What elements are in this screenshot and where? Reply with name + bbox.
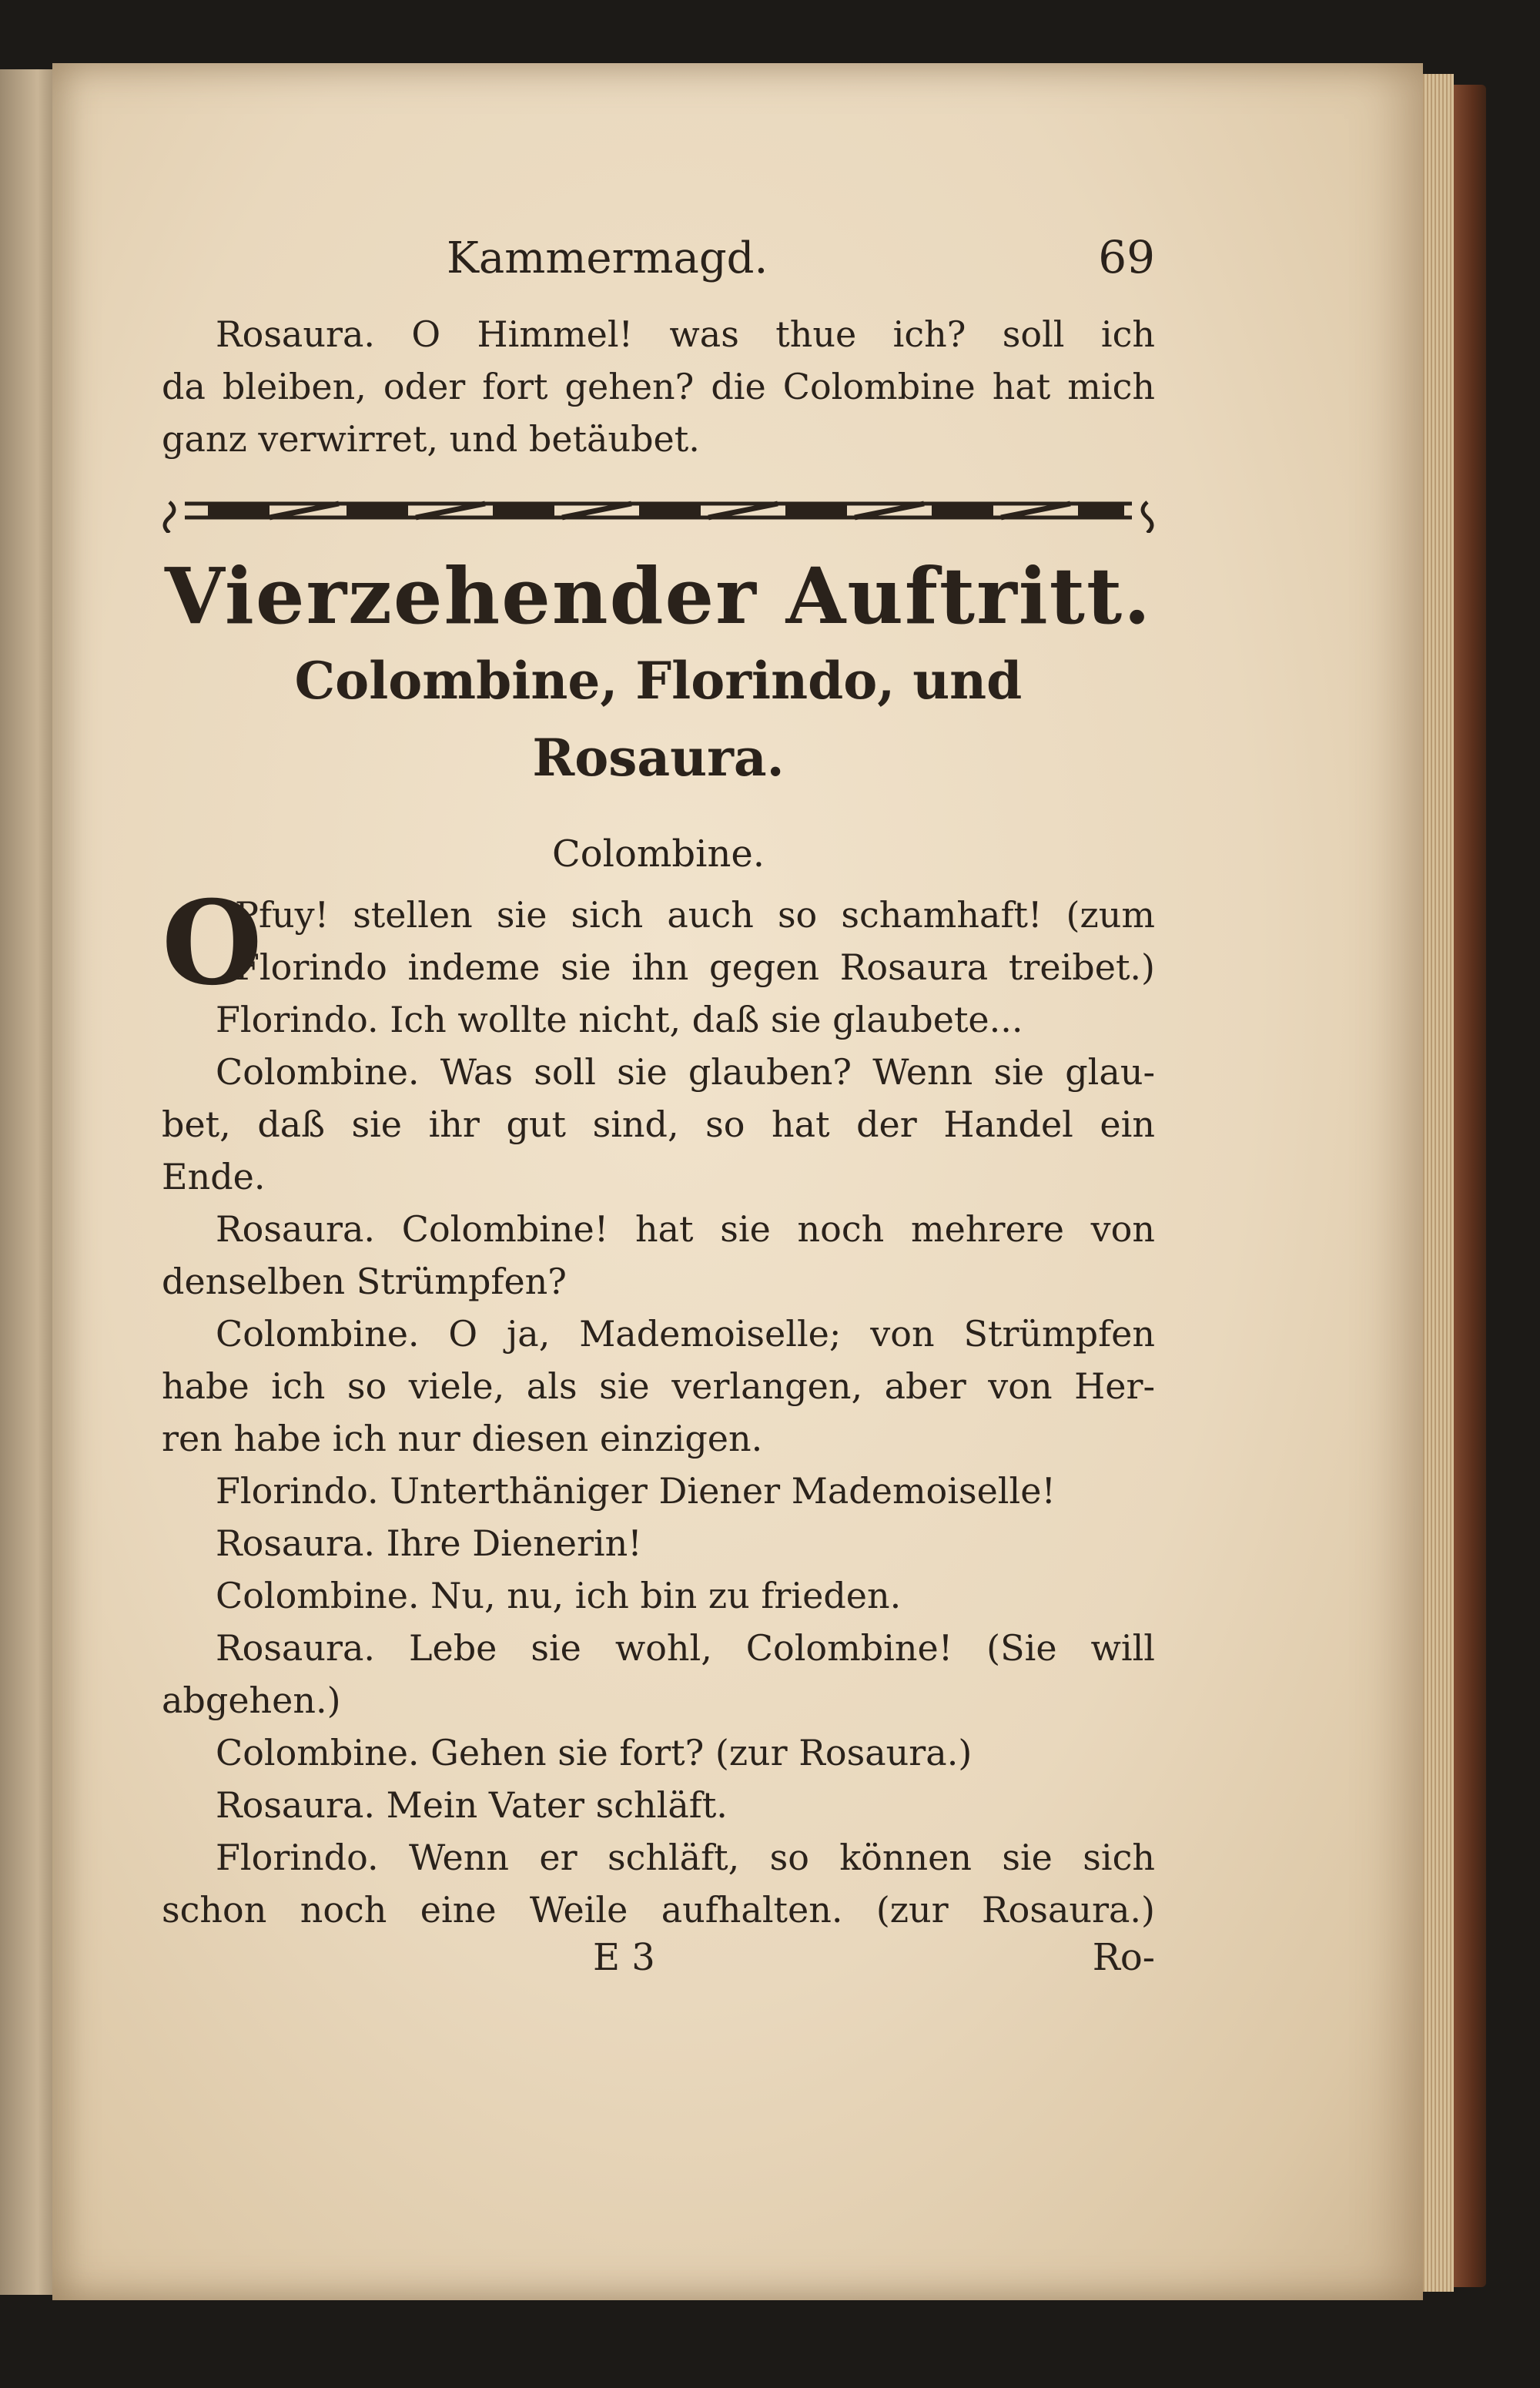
- signature-mark: E 3: [593, 1936, 655, 1979]
- dialogue-line: Florindo. Ich wollte nicht, daß sie glaubete...: [216, 999, 1023, 1040]
- dialogue-line: bet, daß sie ihr gut sind, so hat der Handel ein: [162, 1104, 1155, 1145]
- text-line: ganz verwirret, und betäubet.: [162, 418, 700, 460]
- catchword: Ro-: [1092, 1936, 1155, 1979]
- text-line: da bleiben, oder fort gehen? die Colombine hat mich: [162, 366, 1155, 407]
- dialogue-line: ren habe ich nur diesen einzigen.: [162, 1418, 763, 1459]
- scene-title: Vierzehender Auftritt.: [165, 551, 1152, 641]
- top-passage: [162, 308, 1155, 465]
- scene-persons: Colombine, Florindo, und Rosaura.: [294, 651, 1023, 788]
- dialogue-line: Rosaura. Lebe sie wohl, Colombine! (Sie will: [216, 1627, 1155, 1669]
- text-line: Florindo indeme sie ihn gegen Rosaura treibet.): [235, 946, 1155, 988]
- dialogue-line: Colombine. O ja, Mademoiselle; von Strümpfen: [216, 1313, 1155, 1355]
- page-footer: [162, 1936, 1155, 1990]
- running-title: Kammermagd.: [447, 233, 768, 283]
- dialogue-line: Ende.: [162, 1156, 266, 1197]
- dialogue-line: Rosaura. Mein Vater schläft.: [216, 1784, 728, 1826]
- running-head: [162, 231, 1155, 308]
- dialogue-line: Colombine. Gehen sie fort? (zur Rosaura.): [216, 1732, 973, 1773]
- dialogue-line: Rosaura. Ihre Dienerin!: [216, 1522, 642, 1564]
- dialogue-line: habe ich so viele, als sie verlangen, aber von Her-: [162, 1365, 1155, 1407]
- dialogue-line: Florindo. Unterthäniger Diener Mademoiselle!: [216, 1470, 1056, 1512]
- opening-speech: [162, 876, 1155, 1011]
- text-line: Rosaura. O Himmel! was thue ich? soll ich: [216, 313, 1155, 355]
- speaker-heading: Colombine.: [551, 832, 765, 876]
- dialogue-line: denselben Strümpfen?: [162, 1261, 567, 1302]
- decorative-rule-ornament: [162, 487, 1155, 533]
- dialogue-line: Colombine. Nu, nu, ich bin zu frieden.: [216, 1575, 902, 1616]
- text-line: Pfuy! stellen sie sich auch so schamhaft! (zum: [235, 894, 1155, 936]
- facing-page-edge: [0, 69, 54, 2295]
- dialogue-line: Colombine. Was soll sie glauben? Wenn sie glau-: [216, 1051, 1155, 1093]
- page-number: 69: [1098, 231, 1155, 283]
- dialogue: [162, 993, 1155, 1936]
- text-block: [162, 231, 1155, 1990]
- dialogue-line: schon noch eine Weile aufhalten. (zur Rosaura.): [162, 1889, 1155, 1931]
- dialogue-line: Florindo. Wenn er schläft, so können sie sich: [216, 1837, 1155, 1878]
- dialogue-line: abgehen.): [162, 1680, 341, 1721]
- dialogue-line: Rosaura. Colombine! hat sie noch mehrere von: [216, 1208, 1155, 1250]
- drop-capital: O: [162, 876, 263, 1011]
